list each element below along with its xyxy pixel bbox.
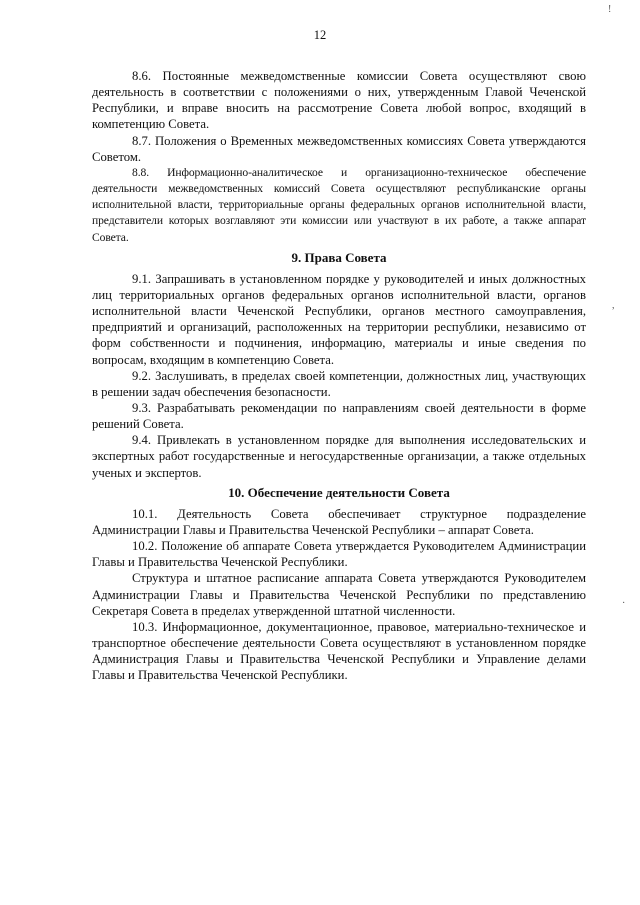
paragraph-9-1: 9.1. Запрашивать в установленном порядке у руководителей и иных должностных лиц территориальных органов федеральных органов исполнительной власти, органов исполнительной власти Чеченской Республики, органов местного самоуправления, предприятий и организаций, расположенных на территории республики, независимо от форм собственности и подчинения, информацию, материалы и иные сведения по вопросам, входящим в компетенцию Совета.: [92, 271, 586, 367]
page-number: 12: [313, 28, 327, 42]
paragraph-9-3: 9.3. Разрабатывать рекомендации по направлениям своей деятельности в форме решений Совета.: [92, 400, 586, 432]
scan-mark: ,: [612, 300, 615, 311]
section-10-title: 10. Обеспечение деятельности Совета: [228, 484, 450, 500]
paragraph-structure: Структура и штатное расписание аппарата Совета утверждаются Руководителем Администрации Главы и Правительства Чеченской Республики по представлению Секретаря Совета в пределах утвержденной штатной численности.: [92, 571, 586, 618]
paragraph-8-8: 8.8. Информационно-аналитическое и организационно-техническое обеспечение деятельности межведомственных комиссий Совета осуществляют республиканские органы исполнительной власти, территориальные органы федеральных органов исполнительной власти, представители которых возглавляют эти комиссии или участвуют в их работе, а также аппарат Совета.: [92, 165, 586, 244]
paragraph-10-2: 10.2. Положение об аппарате Совета утверждается Руководителем Администрации Главы и Правительства Чеченской Республики.: [92, 539, 586, 570]
paragraph-10-1: 10.1. Деятельность Совета обеспечивает структурное подразделение Администрации Главы и Правительства Чеченской Республики – аппарат Совета.: [92, 506, 586, 537]
section-9-title: 9. Права Совета: [291, 249, 387, 265]
document-body: [92, 68, 586, 683]
scan-mark: ·: [622, 598, 626, 609]
paragraph-9-4: 9.4. Привлекать в установленном порядке для выполнения исследовательских и экспертных работ государственные и негосударственные организации, а также отдельных ученых и экспертов.: [92, 433, 586, 480]
scan-mark: !: [608, 4, 612, 15]
paragraph-8-6: 8.6. Постоянные межведомственные комиссии Совета осуществляют свою деятельность в соответствии с положениями о них, утвержденным Главой Чеченской Республики, и вправе вносить на рассмотрение Совета любой вопрос, входящий в компетенцию Совета.: [92, 69, 586, 132]
paragraph-10-3: 10.3. Информационное, документационное, правовое, материально-техническое и транспортное обеспечение деятельности Совета осуществляют в установленном порядке Администрация Главы и Правительства Чеченской Республики и Управление делами Главы и Правительства Чеченской Республики.: [92, 619, 586, 683]
paragraph-8-7: 8.7. Положения о Временных межведомственных комиссиях Совета утверждаются Советом.: [92, 133, 586, 164]
paragraph-9-2: 9.2. Заслушивать, в пределах своей компетенции, должностных лиц, участвующих в решении задач обеспечения безопасности.: [92, 368, 586, 399]
